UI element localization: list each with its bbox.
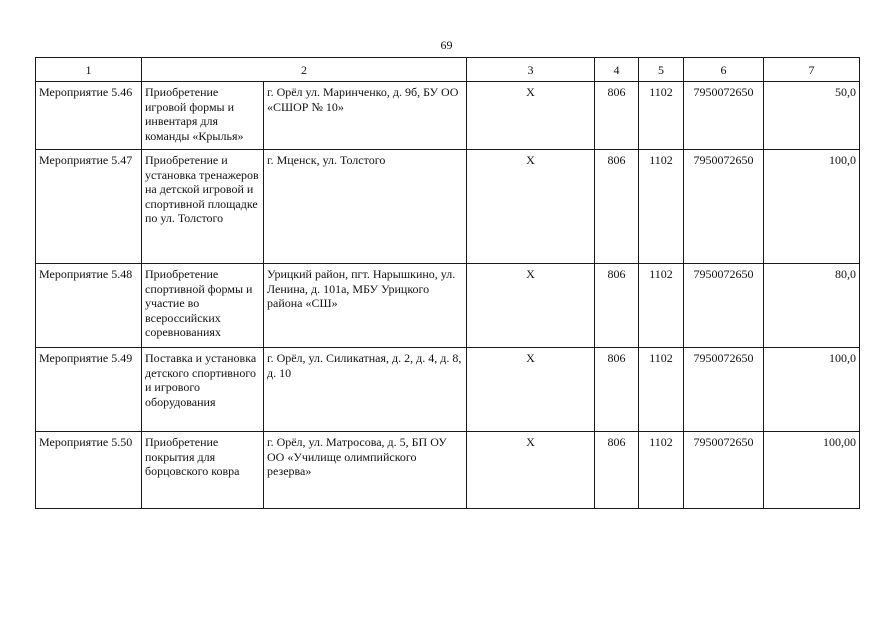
address-cell: Урицкий район, пгт. Нарышкино, ул. Ленина, д. 101а, МБУ Урицкого района «СШ» [264, 264, 467, 348]
col4-cell: 806 [595, 432, 639, 509]
header-col-2: 2 [142, 58, 467, 82]
table-row [36, 432, 860, 509]
col7-cell: 100,0 [764, 348, 860, 432]
address-cell: г. Мценск, ул. Толстого [264, 150, 467, 264]
event-cell: Мероприятие 5.49 [36, 348, 142, 432]
col3-cell: Х [467, 82, 595, 150]
col7-cell: 50,0 [764, 82, 860, 150]
event-cell: Мероприятие 5.50 [36, 432, 142, 509]
col6-cell: 7950072650 [684, 82, 764, 150]
header-col-3: 3 [467, 58, 595, 82]
address-cell: г. Орёл, ул. Матросова, д. 5, БП ОУ ОО «Училище олимпийского резерва» [264, 432, 467, 509]
header-col-7: 7 [764, 58, 860, 82]
col4-cell: 806 [595, 348, 639, 432]
table-row [36, 150, 860, 264]
col6-cell: 7950072650 [684, 432, 764, 509]
col7-cell: 100,00 [764, 432, 860, 509]
col5-cell: 1102 [639, 432, 684, 509]
event-cell: Мероприятие 5.46 [36, 82, 142, 150]
description-cell: Приобретение игровой формы и инвентаря для команды «Крылья» [142, 82, 264, 150]
table-row [36, 82, 860, 150]
col3-cell: Х [467, 432, 595, 509]
description-cell: Поставка и установка детского спортивного и игрового оборудования [142, 348, 264, 432]
col5-cell: 1102 [639, 150, 684, 264]
address-cell: г. Орёл ул. Маринченко, д. 9б, БУ ОО «СШОР № 10» [264, 82, 467, 150]
col6-cell: 7950072650 [684, 348, 764, 432]
col6-cell: 7950072650 [684, 150, 764, 264]
table-row [36, 264, 860, 348]
col4-cell: 806 [595, 264, 639, 348]
col6-cell: 7950072650 [684, 264, 764, 348]
description-cell: Приобретение и установка тренажеров на детской игровой и спортивной площадке по ул. Толстого [142, 150, 264, 264]
address-cell: г. Орёл, ул. Силикатная, д. 2, д. 4, д. 8, д. 10 [264, 348, 467, 432]
header-col-4: 4 [595, 58, 639, 82]
header-col-1: 1 [36, 58, 142, 82]
col3-cell: Х [467, 348, 595, 432]
header-col-6: 6 [684, 58, 764, 82]
page-number: 69 [440, 38, 453, 52]
col7-cell: 80,0 [764, 264, 860, 348]
col3-cell: Х [467, 264, 595, 348]
col5-cell: 1102 [639, 264, 684, 348]
col4-cell: 806 [595, 150, 639, 264]
table-row [36, 348, 860, 432]
header-row [36, 58, 860, 82]
event-cell: Мероприятие 5.48 [36, 264, 142, 348]
col4-cell: 806 [595, 82, 639, 150]
col5-cell: 1102 [639, 82, 684, 150]
event-cell: Мероприятие 5.47 [36, 150, 142, 264]
description-cell: Приобретение покрытия для борцовского ковра [142, 432, 264, 509]
document-table [35, 57, 860, 509]
col5-cell: 1102 [639, 348, 684, 432]
col7-cell: 100,0 [764, 150, 860, 264]
description-cell: Приобретение спортивной формы и участие во всероссийских соревнованиях [142, 264, 264, 348]
header-col-5: 5 [639, 58, 684, 82]
col3-cell: Х [467, 150, 595, 264]
